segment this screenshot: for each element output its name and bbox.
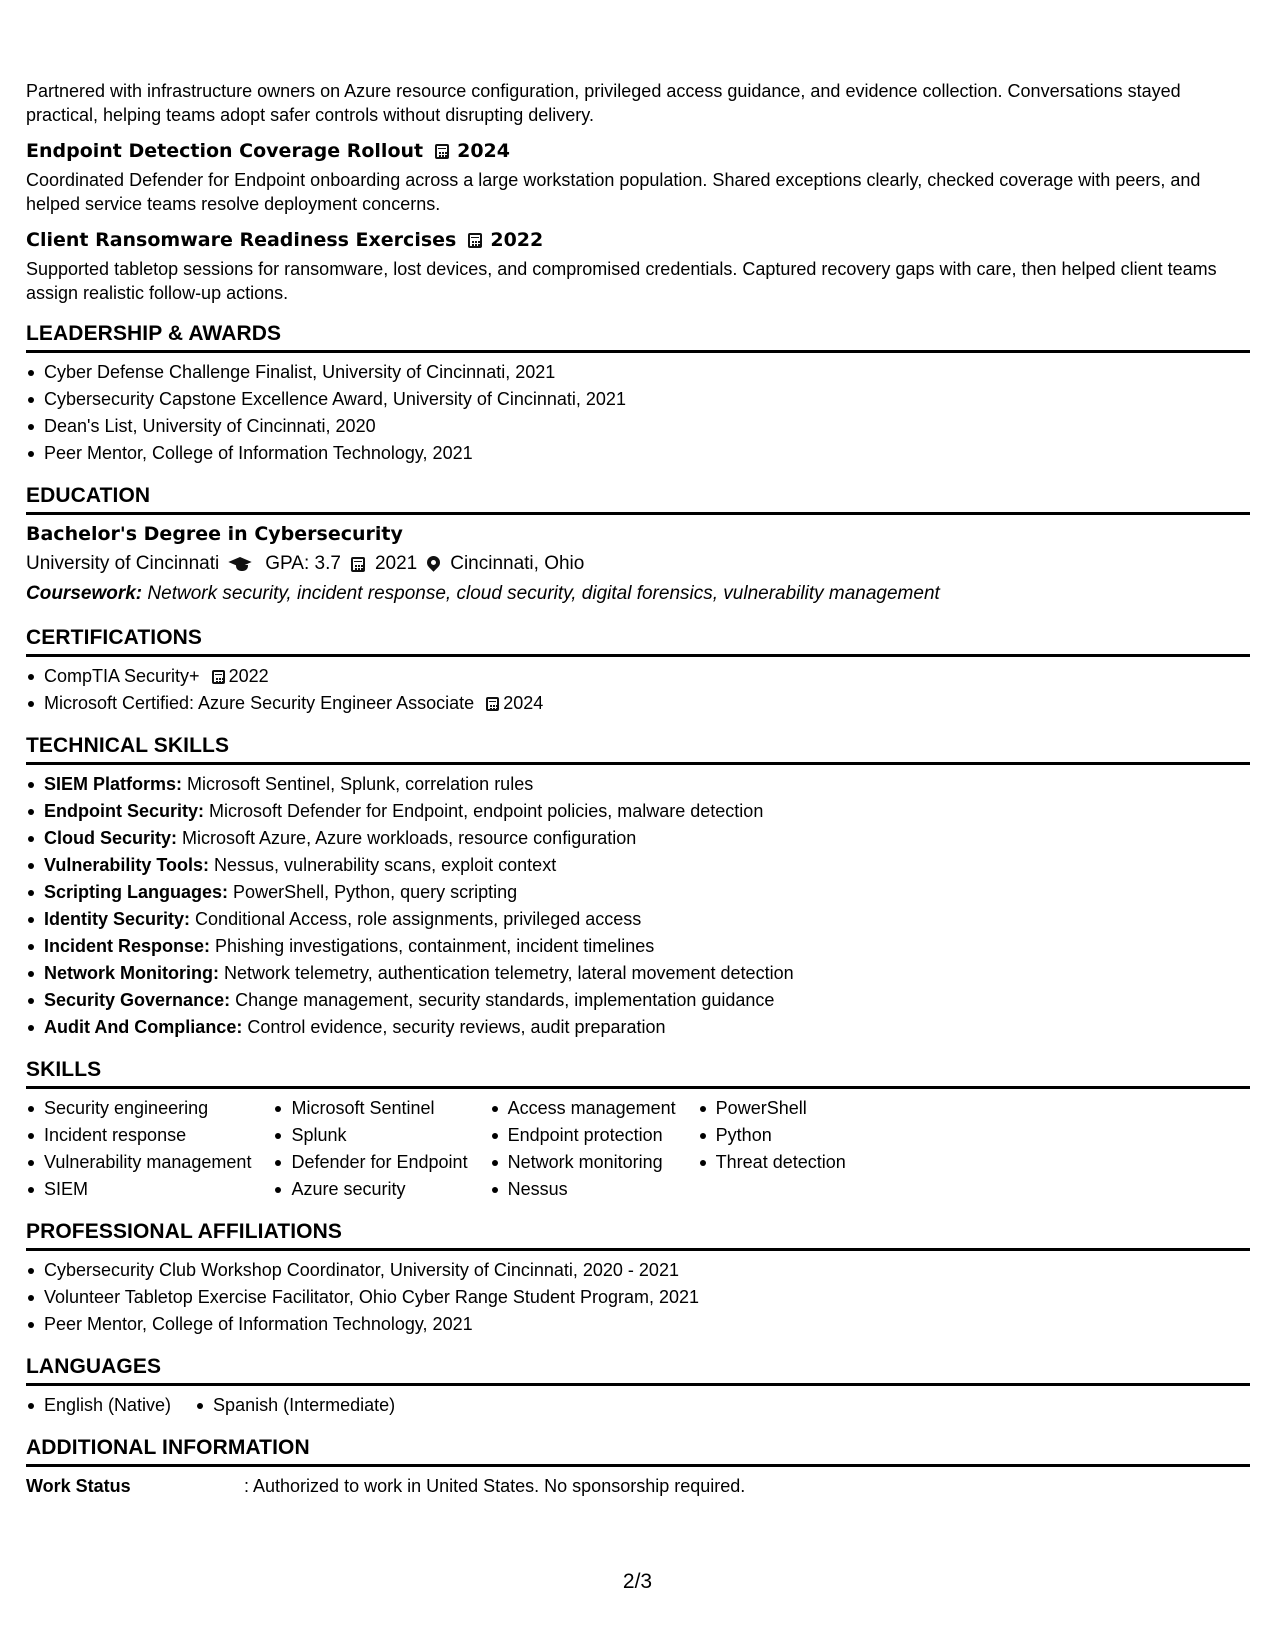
project-year: 2022 [490, 229, 544, 251]
project-title-row [26, 138, 1250, 164]
education-year: 2021 [374, 553, 418, 574]
skill-item: Azure security [273, 1176, 467, 1203]
skill-label: Vulnerability Tools: [44, 855, 210, 875]
skill-item: Vulnerability management [26, 1149, 251, 1176]
skill-item: SIEM [26, 1176, 251, 1203]
section-title-affiliations: PROFESSIONAL AFFILIATIONS [26, 1220, 342, 1243]
leadership-list [26, 359, 1250, 467]
technical-skill-item [26, 906, 1250, 933]
work-status-row [26, 1473, 1250, 1499]
section-divider [26, 1248, 1250, 1251]
technical-skill-item [26, 1014, 1250, 1041]
list-item: Volunteer Tabletop Exercise Facilitator, Ohio Cyber Range Student Program, 2021 [26, 1284, 1250, 1311]
list-item: Peer Mentor, College of Information Technology, 2021 [26, 440, 1250, 467]
section-title-additional: ADDITIONAL INFORMATION [26, 1436, 310, 1459]
section-divider [26, 1086, 1250, 1089]
language-item: Spanish (Intermediate) [195, 1392, 395, 1419]
technical-skill-item [26, 879, 1250, 906]
skills-column [26, 1095, 251, 1203]
skill-item: Nessus [490, 1176, 676, 1203]
skill-item: Network monitoring [490, 1149, 676, 1176]
work-status-value: : Authorized to work in United States. No sponsorship required. [244, 1476, 746, 1496]
coursework-text: Network security, incident response, cloud security, digital forensics, vulnerability management [147, 583, 940, 604]
list-item: Dean's List, University of Cincinnati, 2020 [26, 413, 1250, 440]
skill-value: Microsoft Azure, Azure workloads, resource configuration [182, 828, 637, 848]
skill-value: Phishing investigations, containment, incident timelines [215, 936, 655, 956]
skill-value: Network telemetry, authentication telemetry, lateral movement detection [224, 963, 794, 983]
skill-item: Security engineering [26, 1095, 251, 1122]
project-year: 2024 [457, 140, 510, 162]
coursework-label: Coursework: [26, 583, 143, 604]
graduation-cap-icon [229, 556, 255, 572]
skill-item: Python [698, 1122, 846, 1149]
skill-label: Endpoint Security: [44, 801, 205, 821]
section-divider [26, 1383, 1250, 1386]
skill-item: Splunk [273, 1122, 467, 1149]
languages-row [26, 1392, 1250, 1419]
certifications-list [26, 663, 1250, 717]
section-title-leadership: LEADERSHIP & AWARDS [26, 322, 282, 345]
project-title: Endpoint Detection Coverage Rollout [26, 140, 424, 162]
technical-skill-item [26, 987, 1250, 1014]
skill-value: Change management, security standards, implementation guidance [235, 990, 775, 1010]
section-divider [26, 350, 1250, 353]
skills-grid [26, 1095, 1250, 1203]
section-title-technical-skills: TECHNICAL SKILLS [26, 734, 230, 757]
section-divider [26, 512, 1250, 515]
skill-value: Nessus, vulnerability scans, exploit context [214, 855, 557, 875]
skill-item: Incident response [26, 1122, 251, 1149]
project-title: Client Ransomware Readiness Exercises [26, 229, 457, 251]
certification-year: 2024 [503, 693, 544, 713]
language-list [26, 1392, 195, 1419]
certification-name: Microsoft Certified: Azure Security Engineer Associate [44, 693, 475, 713]
skill-value: Conditional Access, role assignments, privileged access [195, 909, 642, 929]
skill-label: Scripting Languages: [44, 882, 229, 902]
skill-value: PowerShell, Python, query scripting [233, 882, 518, 902]
list-item: Cyber Defense Challenge Finalist, University of Cincinnati, 2021 [26, 359, 1250, 386]
calendar-icon [212, 670, 225, 684]
technical-skills-list [26, 771, 1250, 1041]
skill-item: Defender for Endpoint [273, 1149, 467, 1176]
education-coursework [26, 579, 1250, 609]
skill-item: Microsoft Sentinel [273, 1095, 467, 1122]
skill-value: Control evidence, security reviews, audit preparation [247, 1017, 666, 1037]
project-description: Coordinated Defender for Endpoint onboarding across a large workstation population. Shared exceptions clearly, checked coverage with peers, and helped service teams resolve deployment concerns. [26, 170, 1201, 214]
project-title-row [26, 227, 1250, 253]
skill-item: Threat detection [698, 1149, 846, 1176]
section-title-languages: LANGUAGES [26, 1355, 162, 1378]
skill-item: Access management [490, 1095, 676, 1122]
section-divider [26, 762, 1250, 765]
education-degree: Bachelor's Degree in Cybersecurity [26, 523, 403, 545]
calendar-icon [486, 697, 499, 711]
technical-skill-item [26, 933, 1250, 960]
certification-item [26, 663, 1250, 690]
technical-skill-item [26, 771, 1250, 798]
language-item: English (Native) [26, 1392, 171, 1419]
skill-label: Security Governance: [44, 990, 231, 1010]
page-number: 2/3 [622, 1570, 653, 1593]
list-item: Peer Mentor, College of Information Technology, 2021 [26, 1311, 1250, 1338]
skill-label: Cloud Security: [44, 828, 178, 848]
skill-item: PowerShell [698, 1095, 846, 1122]
technical-skill-item [26, 852, 1250, 879]
skills-column [698, 1095, 846, 1203]
skills-column [273, 1095, 467, 1203]
language-list [195, 1392, 419, 1419]
skill-label: Audit And Compliance: [44, 1017, 243, 1037]
skill-label: Identity Security: [44, 909, 191, 929]
skill-value: Microsoft Defender for Endpoint, endpoint policies, malware detection [209, 801, 764, 821]
section-title-skills: SKILLS [26, 1058, 102, 1081]
project-description: Supported tabletop sessions for ransomware, lost devices, and compromised credentials. Captured recovery gaps with care, then helped client teams assign realistic follow-up actions. [26, 259, 1217, 303]
education-location: Cincinnati, Ohio [450, 553, 585, 574]
list-item: Cybersecurity Capstone Excellence Award, University of Cincinnati, 2021 [26, 386, 1250, 413]
certification-year: 2022 [228, 666, 269, 686]
skill-value: Microsoft Sentinel, Splunk, correlation rules [187, 774, 534, 794]
skill-label: Incident Response: [44, 936, 211, 956]
education-details [26, 549, 1250, 579]
resume-content [26, 79, 1250, 1499]
section-divider [26, 1464, 1250, 1467]
education-gpa: GPA: 3.7 [265, 553, 341, 574]
project-description: Partnered with infrastructure owners on Azure resource configuration, privileged access guidance, and evidence collection. Conversations stayed practical, helping teams adopt safer controls without disrupting delivery. [26, 81, 1181, 125]
skill-label: SIEM Platforms: [44, 774, 183, 794]
calendar-icon [435, 144, 449, 159]
certification-item [26, 690, 1250, 717]
certification-name: CompTIA Security+ [44, 666, 200, 686]
calendar-icon [351, 557, 365, 572]
technical-skill-item [26, 825, 1250, 852]
list-item: Cybersecurity Club Workshop Coordinator, University of Cincinnati, 2020 - 2021 [26, 1257, 1250, 1284]
location-pin-icon [425, 553, 443, 571]
work-status-label: Work Status [26, 1476, 131, 1496]
skill-label: Network Monitoring: [44, 963, 219, 983]
calendar-icon [468, 233, 482, 248]
education-school: University of Cincinnati [26, 553, 220, 574]
skill-item: Endpoint protection [490, 1122, 676, 1149]
section-title-certifications: CERTIFICATIONS [26, 626, 203, 649]
section-title-education: EDUCATION [26, 484, 151, 507]
skills-column [490, 1095, 676, 1203]
section-divider [26, 654, 1250, 657]
technical-skill-item [26, 798, 1250, 825]
affiliations-list [26, 1257, 1250, 1338]
technical-skill-item [26, 960, 1250, 987]
